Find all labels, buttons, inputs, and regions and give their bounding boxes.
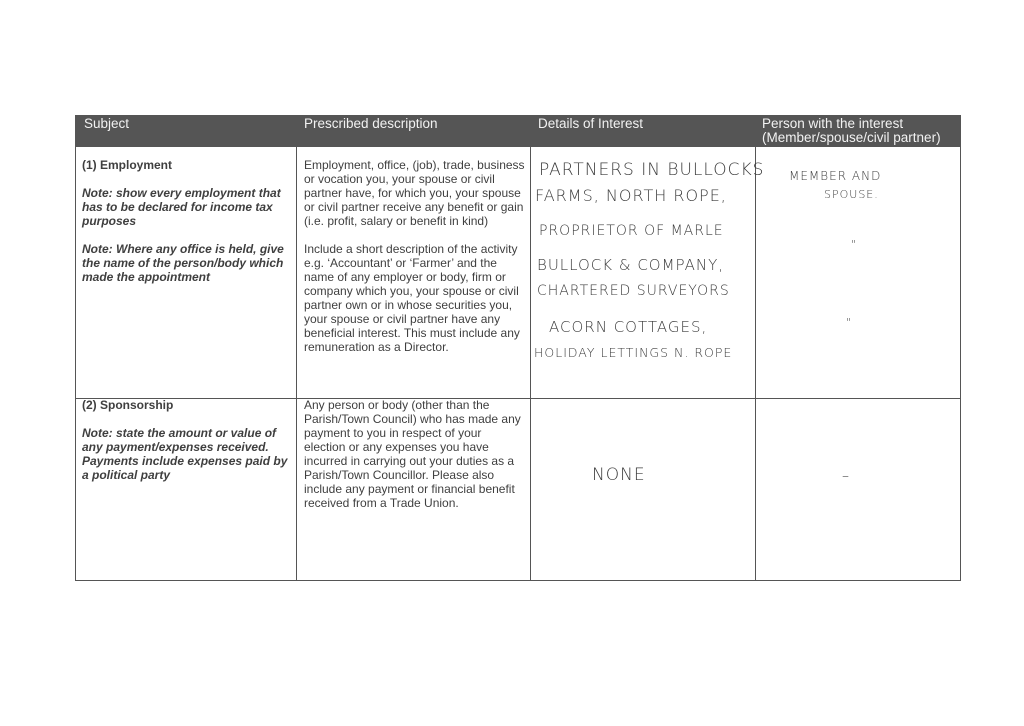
employment-note-tax: Note: show every employment that has to be declared for income tax purposes xyxy=(82,186,281,228)
table-header xyxy=(76,116,960,147)
ditto-mark: " xyxy=(846,316,853,329)
sponsorship-note: Note: state the amount or value of any payment/expenses received. Payments include expenses paid by a political party xyxy=(82,426,288,482)
sponsorship-description: Any person or body (other than the Parish/Town Council) who has made any payment to you in respect of your election or any expenses you have incurred in carrying out your duties as a Parish/Town Councillor. Please also include any payment or financial benefit received from a Trade Union. xyxy=(304,398,521,510)
handwritten-line: PROPRIETOR OF MARLE xyxy=(539,223,724,239)
sponsorship-details-handwritten: NONE xyxy=(592,465,646,485)
column-divider xyxy=(755,147,756,581)
handwritten-line: CHARTERED SURVEYORS xyxy=(537,283,730,299)
header-details-of-interest: Details of Interest xyxy=(538,116,644,131)
handwritten-line: MEMBER AND xyxy=(789,169,882,183)
handwritten-line: SPOUSE. xyxy=(824,188,879,201)
employment-description-para2: Include a short description of the activity e.g. ‘Accountant’ or ‘Farmer’ and the name of any employer or body, firm or company which you, your spouse or civil partner own or in whose securities you, your spouse or civil partner have any beneficial interest. This must include any remuneration as a Director. xyxy=(304,242,520,354)
employment-subject-cell xyxy=(82,158,290,284)
employment-title: (1) Employment xyxy=(82,158,173,172)
handwritten-line: ACORN COTTAGES, xyxy=(549,318,708,336)
header-prescribed-description: Prescribed description xyxy=(304,116,438,131)
column-divider xyxy=(296,147,297,581)
sponsorship-subject-cell xyxy=(82,398,290,482)
sponsorship-person-handwritten: – xyxy=(842,468,850,484)
header-person-line2: (Member/spouse/civil partner) xyxy=(762,130,941,145)
sponsorship-description-cell xyxy=(304,398,522,510)
employment-description-para1: Employment, office, (job), trade, business or vocation you, your spouse or civil partner have, for which you, your spouse or civil partner receive any benefit or gain (i.e. profit, salary or benefit in kind) xyxy=(304,158,525,228)
handwritten-line: HOLIDAY LETTINGS N. ROPE xyxy=(534,345,733,360)
register-of-interests-table xyxy=(75,115,961,581)
column-divider xyxy=(530,147,531,581)
header-subject: Subject xyxy=(84,116,130,131)
handwritten-line: PARTNERS IN BULLOCKS xyxy=(539,160,765,180)
header-person-line1: Person with the interest xyxy=(762,116,904,131)
sponsorship-title: (2) Sponsorship xyxy=(82,398,174,412)
handwritten-line: FARMS, NORTH ROPE, xyxy=(535,186,727,205)
handwritten-line: BULLOCK & COMPANY, xyxy=(537,256,725,274)
header-person-with-interest xyxy=(762,116,962,147)
ditto-mark: " xyxy=(851,238,858,251)
employment-description-cell xyxy=(304,158,526,354)
employment-note-office: Note: Where any office is held, give the name of the person/body which made the appointment xyxy=(82,242,284,284)
